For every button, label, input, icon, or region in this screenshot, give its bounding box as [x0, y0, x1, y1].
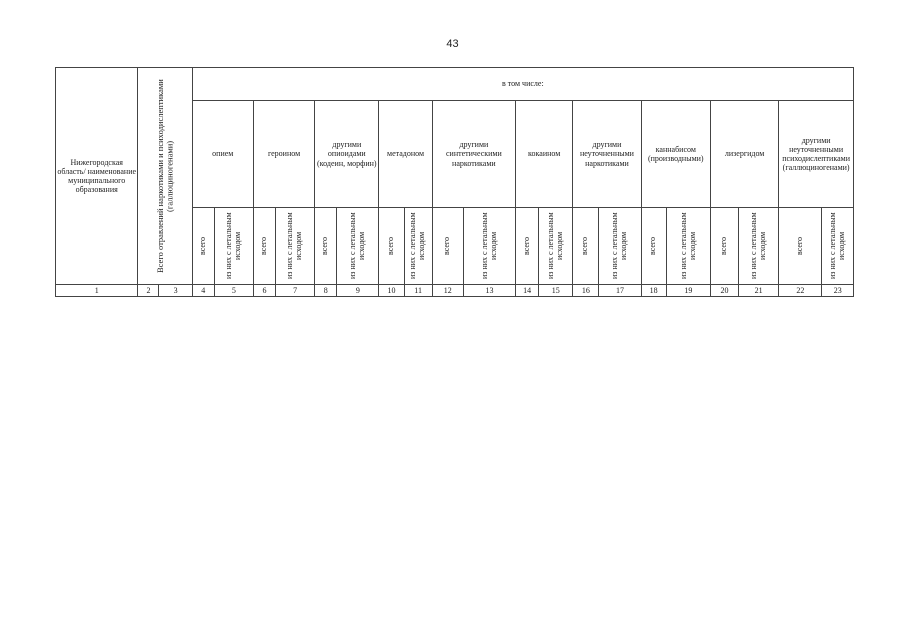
column-number: 5	[214, 285, 253, 297]
subheader-fatal: из них с летальным исходом	[463, 208, 515, 285]
subheader-total: всего	[516, 208, 539, 285]
column-number: 13	[463, 285, 515, 297]
subheader-total: всего	[432, 208, 463, 285]
subheader-total: всего	[573, 208, 599, 285]
column-number: 4	[192, 285, 214, 297]
subheader-total: всего	[192, 208, 214, 285]
subheader-total: всего	[253, 208, 275, 285]
subheader-fatal: из них с летальным исходом	[276, 208, 315, 285]
subheader-total: всего	[315, 208, 337, 285]
subheader-fatal: из них с летальным исходом	[404, 208, 432, 285]
subheader-fatal: из них с летальным исходом	[539, 208, 573, 285]
subheader-fatal: из них с летальным исходом	[337, 208, 379, 285]
column-number: 19	[666, 285, 710, 297]
column-number: 9	[337, 285, 379, 297]
report-table	[55, 67, 854, 297]
subheader-total: всего	[641, 208, 666, 285]
column-number: 1	[56, 285, 138, 297]
column-number: 18	[641, 285, 666, 297]
column-number: 22	[779, 285, 822, 297]
subheader-fatal: из них с летальным исходом	[739, 208, 779, 285]
column-number: 21	[739, 285, 779, 297]
subheader-fatal: из них с летальным исходом	[214, 208, 253, 285]
subheader-fatal: из них с летальным исходом	[822, 208, 854, 285]
group-methadone: метадоном	[379, 101, 432, 208]
column-number: 23	[822, 285, 854, 297]
column-number: 14	[516, 285, 539, 297]
page-number: 43	[446, 38, 459, 50]
column-number: 8	[315, 285, 337, 297]
column-number: 15	[539, 285, 573, 297]
group-other-unspecified: другими неуточненными наркотиками	[573, 101, 641, 208]
group-cocaine: кокаином	[516, 101, 573, 208]
column-number: 3	[159, 285, 192, 297]
subheader-fatal: из них с летальным исходом	[666, 208, 710, 285]
column-number: 6	[253, 285, 275, 297]
column-number: 17	[599, 285, 641, 297]
column-number: 11	[404, 285, 432, 297]
group-other-synthetic: другими синтетическими наркотиками	[432, 101, 515, 208]
column-number: 7	[276, 285, 315, 297]
column-number: 10	[379, 285, 404, 297]
column-number: 16	[573, 285, 599, 297]
group-other-psychodysleptics: другими неуточненными психодислептиками (галлюциногенами)	[779, 101, 854, 208]
subheader-total: всего	[779, 208, 822, 285]
column-number: 2	[138, 285, 159, 297]
group-heroin: героином	[253, 101, 314, 208]
group-opium: опием	[192, 101, 253, 208]
subheader-fatal: из них с летальным исходом	[599, 208, 641, 285]
subheader-total: всего	[379, 208, 404, 285]
group-other-opioids: другими опиоидами (кодеин, морфин)	[315, 101, 379, 208]
group-lysergide: лизергидом	[710, 101, 778, 208]
group-cannabis: каннабисом (производными)	[641, 101, 710, 208]
column-number: 20	[710, 285, 738, 297]
including-header: в том числе:	[192, 68, 853, 101]
region-header: Нижегородская область/ наименование муниципального образования	[56, 68, 138, 285]
total-poisonings-header: Всего отравлений наркотиками и психодислептиками (галлюциногенами)	[138, 68, 192, 285]
column-number: 12	[432, 285, 463, 297]
subheader-total: всего	[710, 208, 738, 285]
